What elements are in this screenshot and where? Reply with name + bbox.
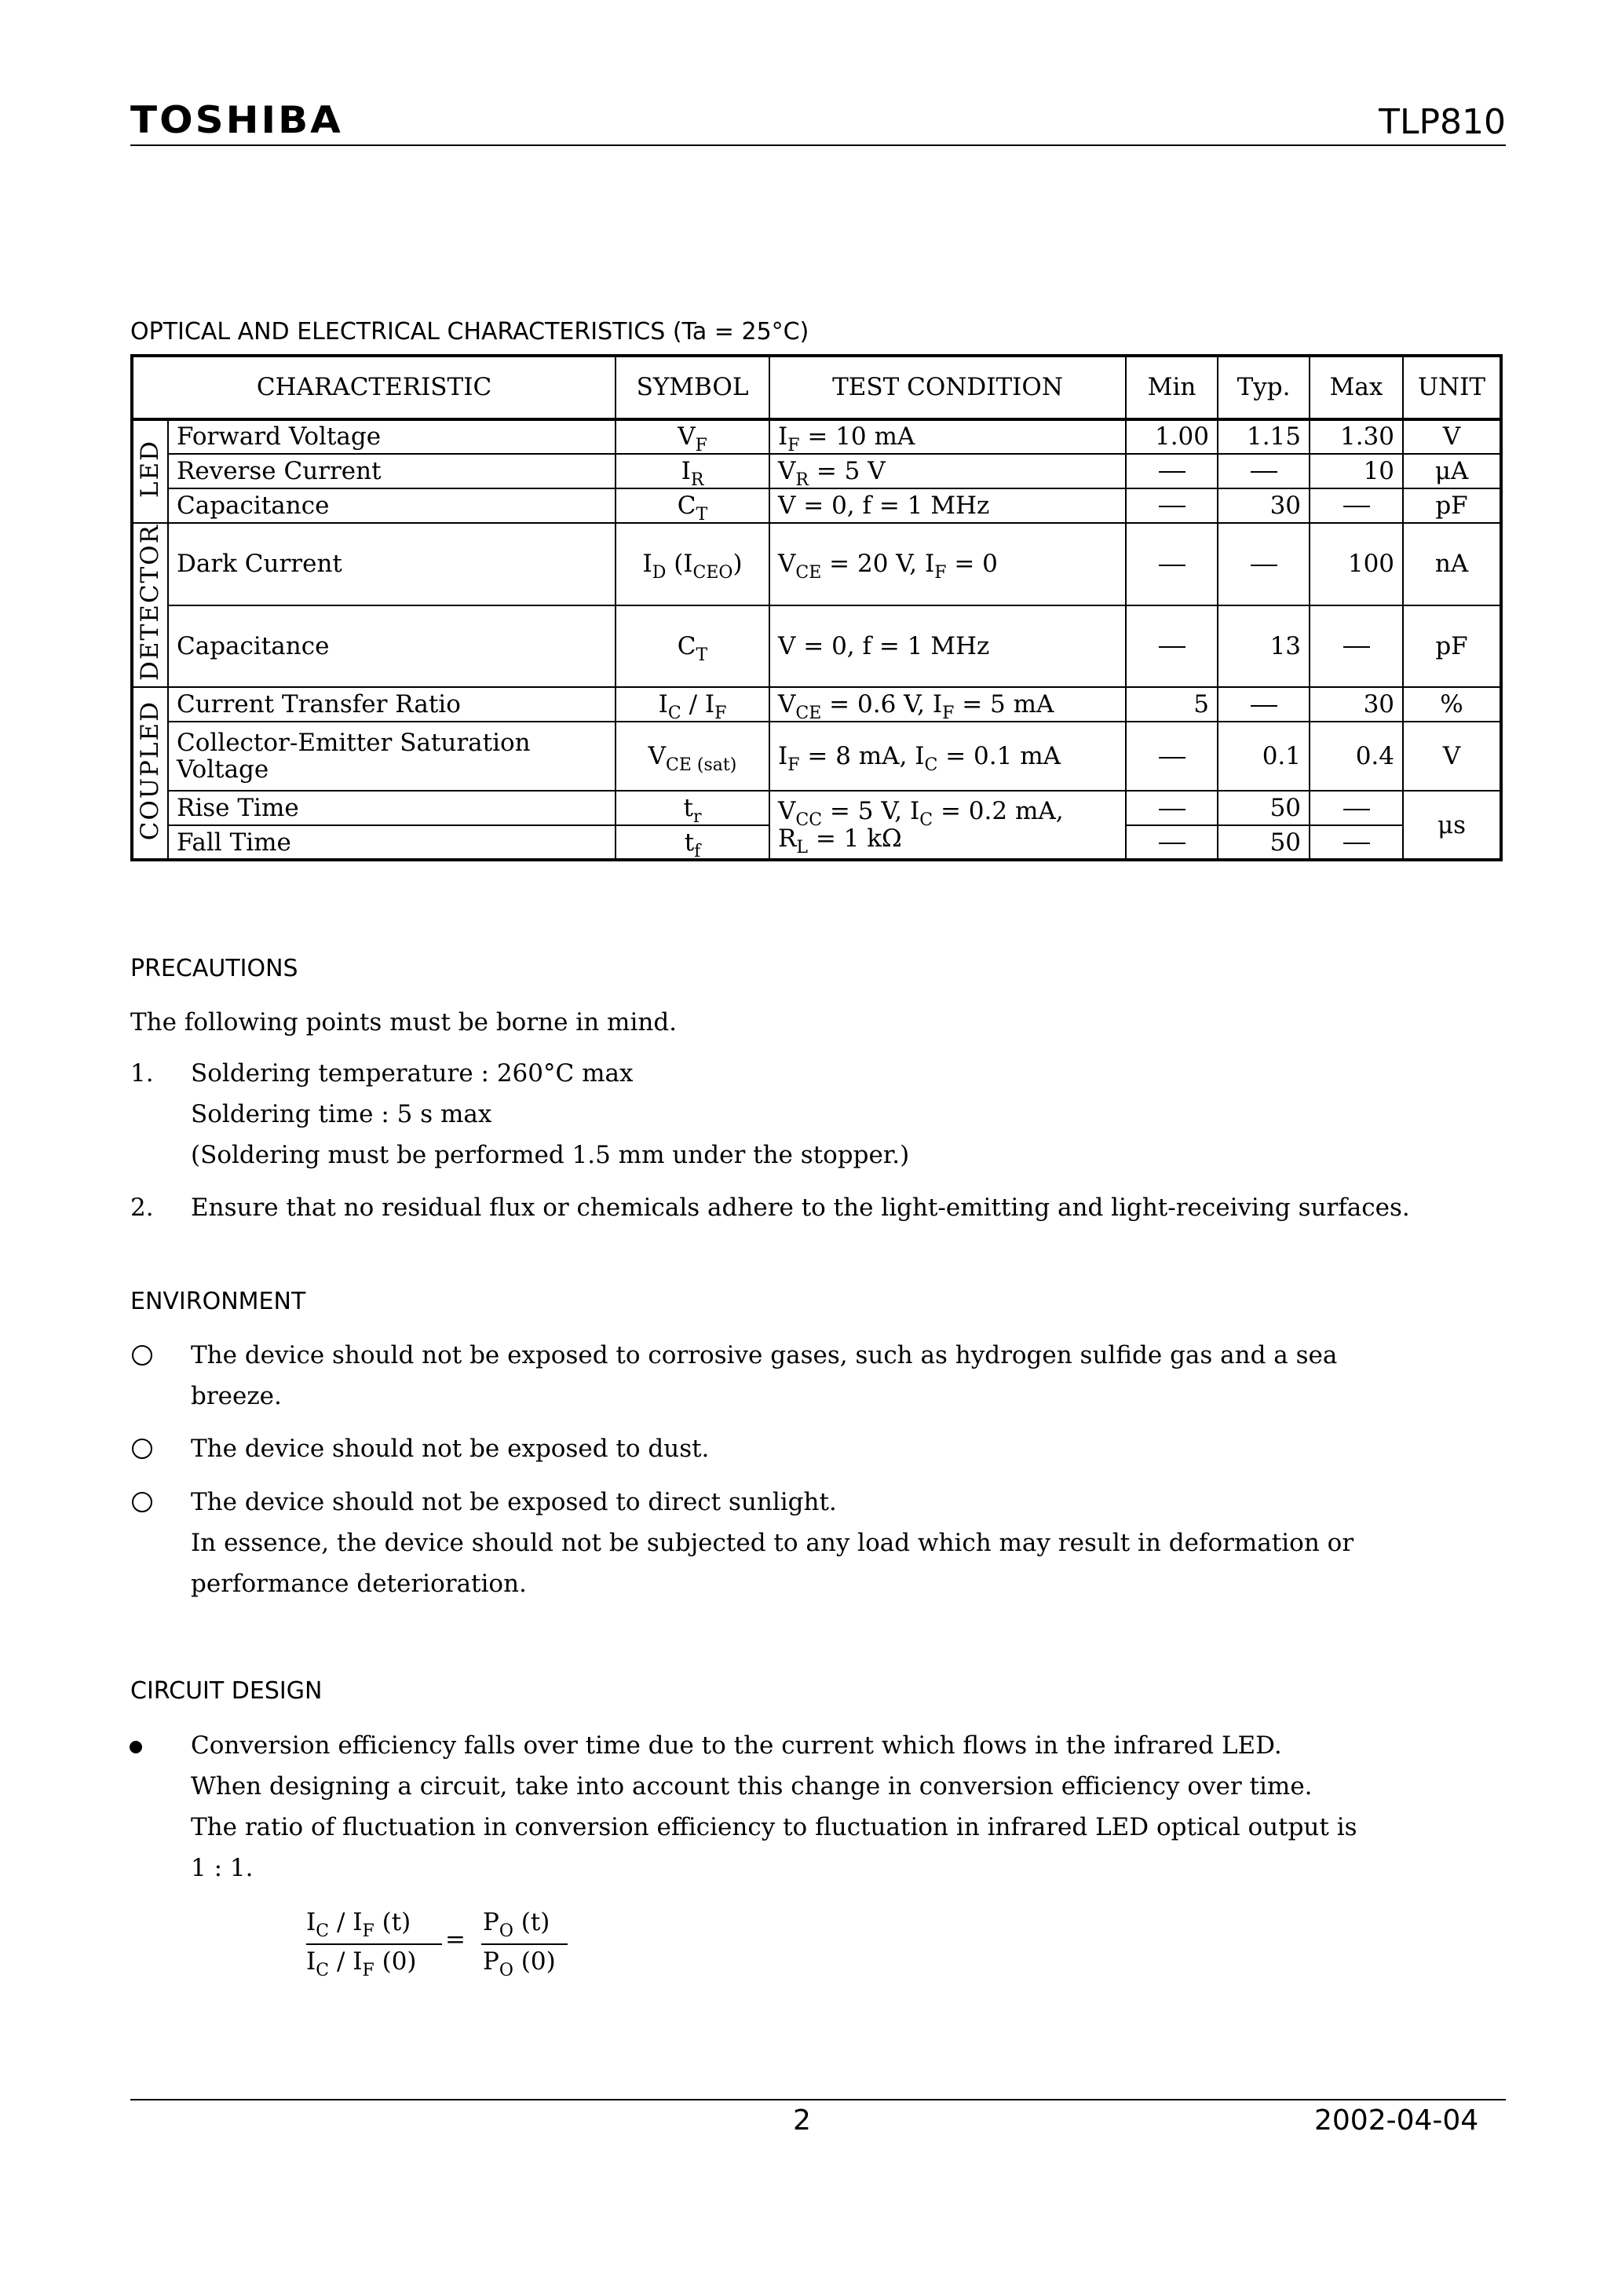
row-symbol: $I_D$ $(I_{CEO})$	[616, 523, 769, 605]
row-symbol: $t_r$	[616, 791, 769, 825]
group-detector: DETECTOR	[132, 523, 168, 687]
row-condition: $V_{CE} = 0.6$ V, $I_F = 5$ mA	[769, 687, 1126, 722]
col-min: Min	[1126, 356, 1218, 419]
row-min	[1126, 722, 1218, 791]
row-condition: V = 0, f = 1 MHz	[769, 605, 1126, 688]
row-unit: pF	[1403, 488, 1501, 523]
table-row	[132, 523, 1501, 605]
row-typ	[1218, 523, 1310, 605]
row-typ: 1.15	[1218, 419, 1310, 454]
row-condition: V = 0, f = 1 MHz	[769, 488, 1126, 523]
row-typ: 13	[1218, 605, 1310, 688]
row-typ: 30	[1218, 488, 1310, 523]
row-min	[1126, 488, 1218, 523]
row-max: 30	[1310, 687, 1403, 722]
table-row	[132, 488, 1501, 523]
brand-logo: TOSHIBA	[130, 98, 343, 142]
bullet-dot-icon	[130, 1741, 142, 1753]
formula-right-denominator: $P_O$ (0)	[483, 1947, 556, 1980]
row-symbol: $C_T$	[616, 605, 769, 688]
group-coupled: COUPLED	[132, 687, 168, 860]
row-symbol: $I_R$	[616, 454, 769, 488]
row-typ: 50	[1218, 825, 1310, 860]
row-min	[1126, 791, 1218, 825]
row-name: Fall Time	[168, 825, 616, 860]
environment-item: The device should not be exposed to dust.	[191, 1435, 710, 1463]
row-name: Capacitance	[168, 488, 616, 523]
row-min	[1126, 523, 1218, 605]
row-max: 100	[1310, 523, 1403, 605]
row-typ	[1218, 687, 1310, 722]
row-min: 1.00	[1126, 419, 1218, 454]
formula-equals: =	[445, 1925, 466, 1954]
table-row	[132, 454, 1501, 488]
precaution-item: Ensure that no residual flux or chemicals adhere to the light-emitting and light-receiving surfaces.	[191, 1194, 1410, 1222]
circle-bullet-icon	[132, 1439, 152, 1459]
precautions-heading: PRECAUTIONS	[130, 955, 298, 982]
table-row	[132, 605, 1501, 688]
table-row	[132, 687, 1501, 722]
circle-bullet-icon	[132, 1492, 152, 1512]
row-max	[1310, 605, 1403, 688]
row-symbol: $V_{CE (sat)}$	[616, 722, 769, 791]
precautions-intro: The following points must be borne in mind.	[130, 1008, 678, 1036]
precaution-number: 1.	[130, 1059, 154, 1088]
environment-item: The device should not be exposed to direct sunlight. In essence, the device should not be subjected to any load which may result in deformation or performance deterioration.	[191, 1488, 1354, 1598]
row-symbol: $C_T$	[616, 488, 769, 523]
col-characteristic: CHARACTERISTIC	[132, 356, 616, 419]
row-min	[1126, 605, 1218, 688]
row-min: 5	[1126, 687, 1218, 722]
group-led: LED	[132, 419, 168, 523]
col-unit: UNIT	[1403, 356, 1501, 419]
row-name: Reverse Current	[168, 454, 616, 488]
row-unit: %	[1403, 687, 1501, 722]
document-date: 2002-04-04	[1314, 2104, 1479, 2137]
row-unit: V	[1403, 722, 1501, 791]
row-name: Current Transfer Ratio	[168, 687, 616, 722]
col-test-condition: TEST CONDITION	[769, 356, 1126, 419]
col-typ: Typ.	[1218, 356, 1310, 419]
row-name: Forward Voltage	[168, 419, 616, 454]
row-typ: 0.1	[1218, 722, 1310, 791]
row-unit: nA	[1403, 523, 1501, 605]
row-typ	[1218, 454, 1310, 488]
circle-bullet-icon	[132, 1345, 152, 1366]
row-symbol: $t_f$	[616, 825, 769, 860]
row-max	[1310, 791, 1403, 825]
circuit-design-text: Conversion efficiency falls over time due to the current which flows in the infrared LED. When designing a circuit, take into account this change in conversion efficiency over time. The ratio of fluctuation in conversion efficiency to fluctuation in infrared LED optical output is 1 : 1.	[191, 1731, 1357, 1882]
row-condition: $I_F = 8$ mA, $I_C = 0.1$ mA	[769, 722, 1126, 791]
row-unit: μs	[1403, 791, 1501, 860]
precaution-number: 2.	[130, 1194, 154, 1222]
header-divider	[130, 144, 1506, 146]
footer-divider	[130, 2099, 1506, 2100]
environment-heading: ENVIRONMENT	[130, 1288, 306, 1315]
page-number: 2	[793, 2104, 811, 2137]
row-max: 10	[1310, 454, 1403, 488]
row-condition: $I_F = 10$ mA	[769, 419, 1126, 454]
col-symbol: SYMBOL	[616, 356, 769, 419]
table-row	[132, 722, 1501, 791]
formula-right-numerator: $P_O$ (t)	[483, 1908, 550, 1941]
col-max: Max	[1310, 356, 1403, 419]
row-unit: μA	[1403, 454, 1501, 488]
precaution-item: Soldering temperature : 260°C max Soldering time : 5 s max (Soldering must be performed 1.5 mm under the stopper.)	[191, 1059, 910, 1169]
table-header-row	[132, 356, 1501, 419]
circuit-design-heading: CIRCUIT DESIGN	[130, 1677, 323, 1705]
row-unit: V	[1403, 419, 1501, 454]
table-row	[132, 791, 1501, 825]
row-condition: $V_{CE} = 20$ V, $I_F = 0$	[769, 523, 1126, 605]
row-min	[1126, 825, 1218, 860]
row-name: Capacitance	[168, 605, 616, 688]
row-max: 1.30	[1310, 419, 1403, 454]
row-max	[1310, 825, 1403, 860]
environment-item: The device should not be exposed to corrosive gases, such as hydrogen sulfide gas and a sea breeze.	[191, 1341, 1338, 1410]
formula-left-denominator: $I_C / I_F$ (0)	[306, 1947, 417, 1980]
row-typ: 50	[1218, 791, 1310, 825]
table-row	[132, 419, 1501, 454]
characteristics-title: OPTICAL AND ELECTRICAL CHARACTERISTICS (Ta = 25°C)	[130, 318, 809, 345]
row-symbol: $I_C / I_F$	[616, 687, 769, 722]
row-name: Dark Current	[168, 523, 616, 605]
row-name: Rise Time	[168, 791, 616, 825]
row-unit: pF	[1403, 605, 1501, 688]
row-name: Collector-Emitter Saturation Voltage	[168, 722, 616, 791]
formula-left-numerator: $I_C / I_F$ (t)	[306, 1908, 411, 1941]
row-condition: $V_{CC} = 5$ V, $I_C = 0.2$ mA, $R_L = 1$ kΩ	[769, 791, 1126, 860]
part-number: TLP810	[1379, 102, 1506, 142]
row-max: 0.4	[1310, 722, 1403, 791]
row-max	[1310, 488, 1403, 523]
row-symbol: $V_F$	[616, 419, 769, 454]
row-condition: $V_R = 5$ V	[769, 454, 1126, 488]
row-min	[1126, 454, 1218, 488]
characteristics-table	[130, 354, 1503, 861]
